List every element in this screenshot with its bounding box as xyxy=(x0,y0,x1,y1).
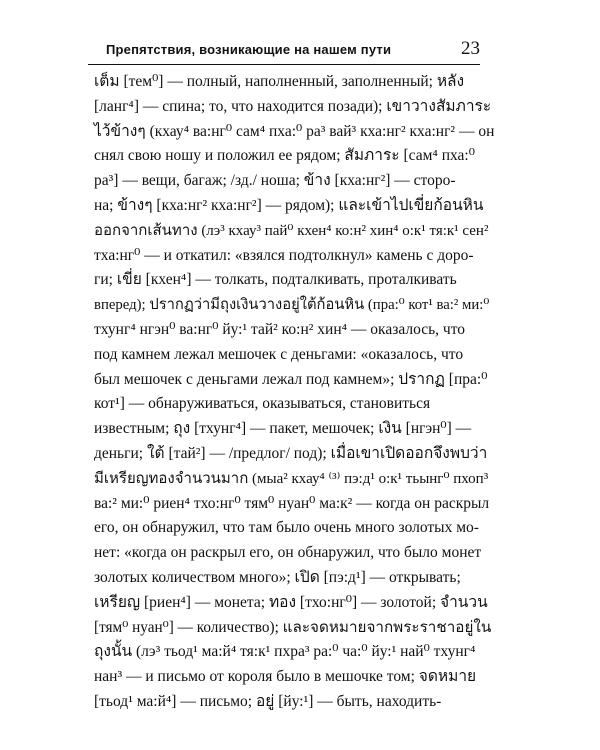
running-head xyxy=(88,36,480,66)
page-number: 23 xyxy=(461,38,480,59)
header-rule xyxy=(88,64,480,65)
text-line: золотых количеством много»; เปิด [пэ:д¹] — открывать; xyxy=(94,568,461,586)
text-line: ва:² ми:⁰ риен⁴ тхо:нг⁰ тям⁰ нуан⁰ ма:к² — когда он раскрыл xyxy=(94,494,490,512)
text-line: ги; เขี่ย [кхен⁴] — толкать, подталкивать, проталкивать xyxy=(94,271,457,289)
text-line: вперед); ปรากฏว่ามีถุงเงินวางอยู่ใต้ก้อนหิน (пра:⁰ кот¹ ва:² ми:⁰ xyxy=(94,297,490,314)
text-line: деньги; ใต้ [тай²] — /предлог/ под); เมื่อเขาเปิดออกจึงพบว่า xyxy=(94,444,488,462)
text-line: เหรียญ [риен⁴] — монета; ทอง [тхо:нг⁰] — золотой; จำนวน xyxy=(94,593,488,611)
text-line: его, он обнаружил, что там было очень много золотых мо- xyxy=(94,519,479,537)
text-line: снял свою ношу и положил ее рядом; สัมภาระ [сам⁴ пха:⁰ xyxy=(94,147,475,165)
text-line: тхунг⁴ нгэн⁰ ва:нг⁰ йу:¹ тай² ко:н² хин⁴ — оказалось, что xyxy=(94,320,466,338)
text-line: тха:нг⁰ — и откатил: «взялся подтолкнул» камень с доро- xyxy=(94,246,474,264)
text-line: [тьод¹ ма:й⁴] — письмо; อยู่ [йу:¹] — быть, находить- xyxy=(94,692,442,710)
text-line: нет: «когда он раскрыл его, он обнаружил, что было монет xyxy=(94,544,482,562)
text-line: был мешочек с деньгами лежал под камнем»; ปรากฏ [пра:⁰ xyxy=(94,370,488,388)
text-line: под камнем лежал мешочек с деньгами: «оказалось, что xyxy=(94,345,464,363)
text-line: нан³ — и письмо от короля было в мешочке том; จดหมาย xyxy=(94,668,477,686)
running-title: Препятствия, возникающие на нашем пути xyxy=(106,42,392,57)
body-text xyxy=(94,70,494,715)
text-line: ра³] — вещи, багаж; /зд./ ноша; ข้าง [кха:нг²] — сторо- xyxy=(94,172,456,190)
text-line: [ланг⁴] — спина; то, что находится позади); เขาวางสัมภาระ xyxy=(94,97,492,115)
text-line: ออกจากเส้นทาง (лэ³ кхау³ пай⁰ кхен⁴ ко:н² хин⁴ о:к¹ тя:к¹ сен² xyxy=(94,222,489,239)
text-line: [тям⁰ нуан⁰] — количество); และจดหมายจากพระราชาอยู่ใน xyxy=(94,618,492,636)
text-line: на; ข้างๆ [кха:нг² кха:нг²] — рядом); และเข้าไปเขี่ยก้อนหิน xyxy=(94,196,484,214)
text-line: кот¹] — обнаруживаться, оказываться, становиться xyxy=(94,395,431,413)
text-line: известным; ถุง [тхунг⁴] — пакет, мешочек; เงิน [нгэн⁰] — xyxy=(94,420,472,438)
text-line: ถุงนั้น (лэ³ тьод¹ ма:й⁴ тя:к¹ пхра³ ра:⁰ ча:⁰ йу:¹ най⁰ тхунг⁴ xyxy=(94,643,476,661)
text-line: ไว้ข้างๆ (кхау⁴ ва:нг⁰ сам⁴ пха:⁰ ра³ вай³ кха:нг² кха:нг² — он xyxy=(94,122,495,140)
text-line: เต็ม [тем⁰] — полный, наполненный, заполненный; หลัง xyxy=(94,73,465,90)
text-line: มีเหรียญทองจำนวนมาก (мыа² кхау⁴ ⁽³⁾ пэ:д¹ о:к¹ тьынг⁰ пхоп³ xyxy=(94,470,489,487)
